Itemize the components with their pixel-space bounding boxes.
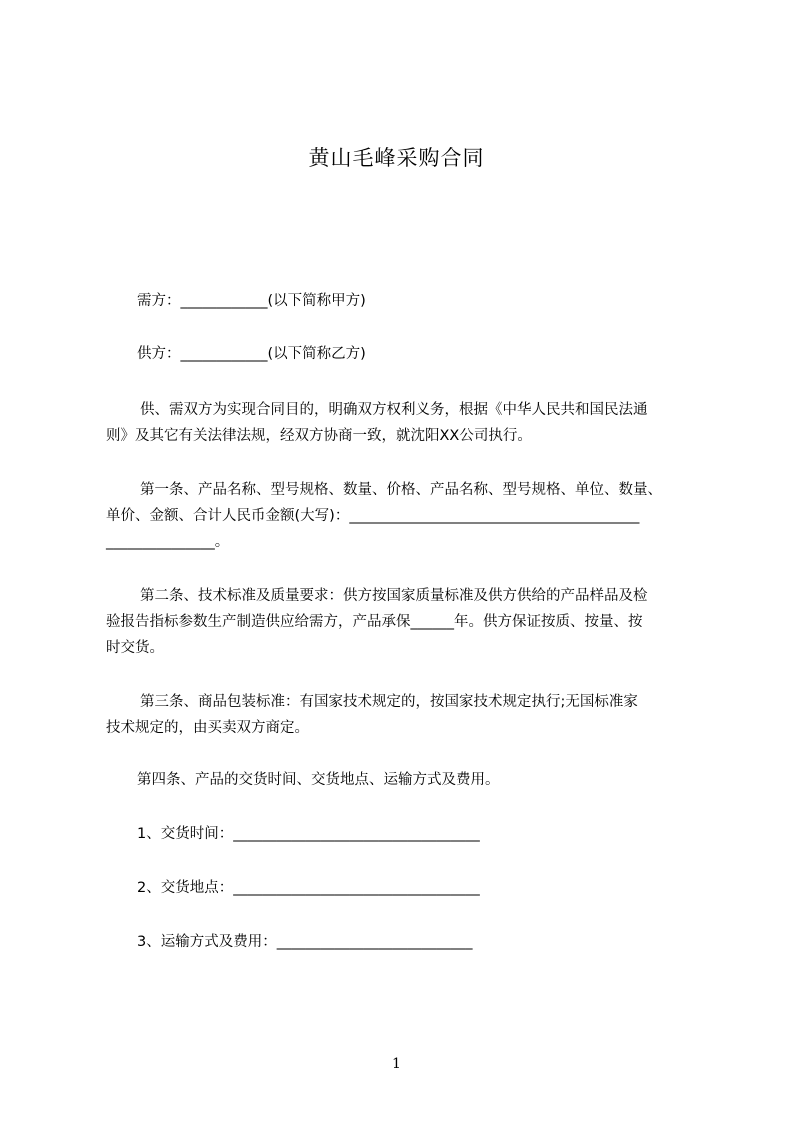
article3-line-2: 技术规定的，由买卖双方商定。 bbox=[106, 720, 309, 736]
article4-item-3: 3、运输方式及费用：___________________________ bbox=[137, 934, 473, 950]
article4-item-1: 1、交货时间：__________________________________ bbox=[137, 826, 480, 842]
article4-item-2: 2、交货地点：__________________________________ bbox=[137, 880, 480, 896]
article2-line-1: 第二条、技术标准及质量要求：供方按国家质量标准及供方供给的产品样品及检 bbox=[140, 588, 648, 604]
document-title: 黄山毛峰采购合同 bbox=[308, 146, 485, 170]
intro-line-1: 供、需双方为实现合同目的，明确双方权利义务，根据《中华人民共和国民法通 bbox=[140, 402, 648, 418]
article1-line-3: _______________。 bbox=[106, 534, 230, 550]
article3-line-1: 第三条、商品包装标准：有国家技术规定的，按国家技术规定执行;无国标准家 bbox=[140, 694, 638, 710]
demand-party-line: 需方：____________(以下简称甲方) bbox=[137, 293, 366, 309]
article4-heading: 第四条、产品的交货时间、交货地点、运输方式及费用。 bbox=[137, 772, 500, 788]
supply-party-line: 供方：____________(以下简称乙方) bbox=[137, 346, 366, 362]
intro-line-2: 则》及其它有关法律法规，经双方协商一致，就沈阳XX公司执行。 bbox=[106, 428, 532, 444]
article1-line-2: 单价、金额、合计人民币金额(大写)：________________________________________ bbox=[106, 508, 640, 524]
article2-line-3: 时交货。 bbox=[106, 640, 164, 656]
page-number: 1 bbox=[392, 1056, 401, 1072]
article1-line-1: 第一条、产品名称、型号规格、数量、价格、产品名称、型号规格、单位、数量、 bbox=[140, 482, 662, 498]
article2-line-2: 验报告指标参数生产制造供应给需方，产品承保______年。供方保证按质、按量、按 bbox=[106, 614, 643, 630]
